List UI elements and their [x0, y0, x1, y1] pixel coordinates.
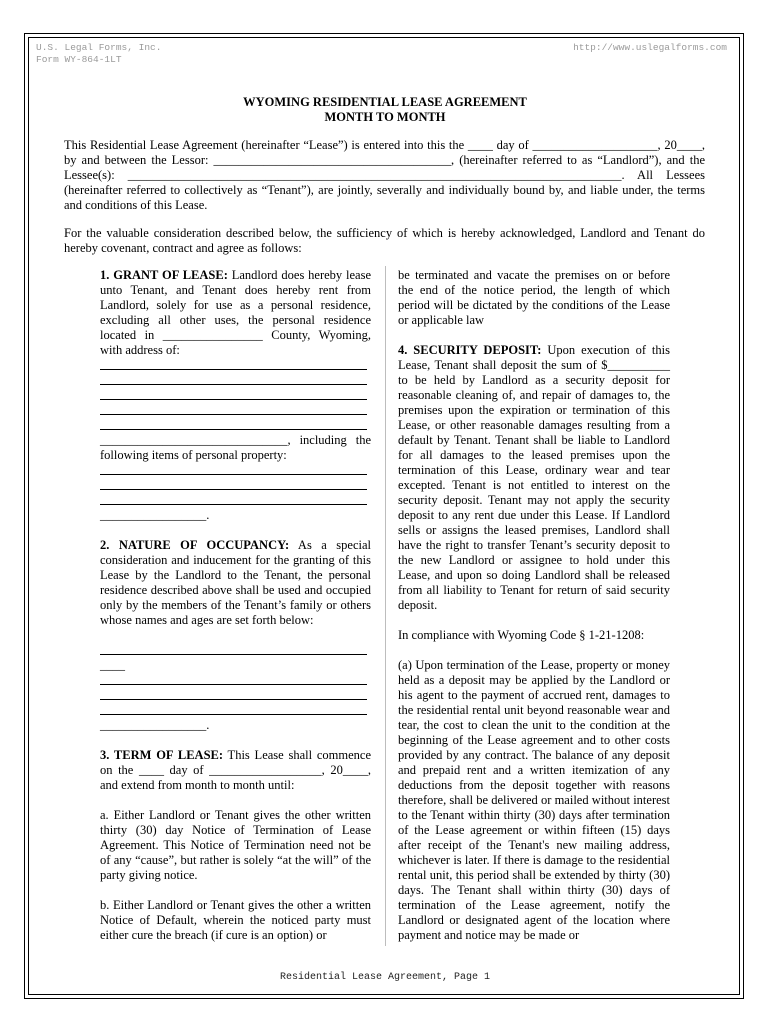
occupant-line[interactable]: [100, 643, 371, 658]
occupant-line[interactable]: [100, 688, 371, 703]
section-1-including: ______________________________, including the following items of personal property:: [100, 433, 371, 462]
section-1-heading: 1. GRANT OF LEASE:: [100, 268, 228, 282]
term-clause-a: a. Either Landlord or Tenant gives the other written thirty (30) day Notice of Termination of Lease Agreement. This Notice of Termination need not be of any “cause”, but rather is solely “at the will” of the party giving notice.: [100, 808, 371, 882]
section-grant-of-lease: [100, 268, 371, 358]
address-line[interactable]: [100, 388, 371, 403]
property-line[interactable]: [100, 478, 371, 493]
occupant-line[interactable]: [100, 703, 371, 718]
column-divider: [385, 266, 386, 946]
section-term-of-lease: [100, 748, 371, 793]
address-line[interactable]: [100, 358, 371, 373]
property-line[interactable]: [100, 463, 371, 478]
section-2-text: As a special consideration and inducement for the granting of this Lease by the Landlord to the Tenant, the personal residence described above shall be used and occupied only by the members of the Tenant’s family or others whose names and ages are set forth below:: [100, 538, 371, 627]
property-line[interactable]: [100, 493, 371, 508]
header-url[interactable]: http://www.uslegalforms.com: [573, 42, 727, 53]
section-2-end: _________________.: [100, 718, 210, 732]
compliance-statement: In compliance with Wyoming Code § 1-21-1208:: [398, 628, 645, 642]
term-clause-b-continued: be terminated and vacate the premises on or before the end of the notice period, the length of which period will be dictated by the conditions of the Lease or applicable law: [398, 268, 670, 327]
address-line[interactable]: [100, 373, 371, 388]
section-2-heading: 2. NATURE OF OCCUPANCY:: [100, 538, 290, 552]
document-title: WYOMING RESIDENTIAL LEASE AGREEMENT: [243, 95, 527, 109]
term-clause-b: b. Either Landlord or Tenant gives the other a written Notice of Default, wherein the noticed party must either cure the breach (if cure is an option) or: [100, 898, 371, 942]
section-4-text: Upon execution of this Lease, Tenant shall deposit the sum of $__________ to be held by Landlord as a security deposit for reasonable cleaning of, and repair of damages to, the premises upon the expiration or termination of this Lease, or other reasonable damages resulting from a default by Tenant. Tenant shall be liable to Landlord for all damages to the leased premises upon the termination of this Lease, ordinary wear and tear excepted. Tenant is not entitled to interest on the security deposit. Tenant may not apply the security deposit to any rent due under this Lease. If Landlord sells or assigns the leased premises, Landlord shall have the right to transfer Tenant’s security deposit to the new Landlord or assignee to hold under this Lease, and upon so doing Landlord shall be released from all liability to Tenant for return of said security deposit.: [398, 343, 670, 612]
code-clause-a: (a) Upon termination of the Lease, property or money held as a deposit may be applied by the Landlord or his agent to the payment of accrued rent, damages to the residential rental unit beyond reasonable wear and tear, the cost to clean the unit to the condition at the beginning of the Lease agreement and to other costs provided by any contract. The balance of any deposit and prepaid rent and a written itemization of any deductions from the deposit together with reasons therefore, shall be delivered or mailed without interest to the Tenant within thirty (30) days after termination of the Lease agreement or within fifteen (15) days after receipt of the Tenant's new mailing address, whichever is later. If there is damage to the residential rental unit, this period shall be extended by thirty (30) days. The Tenant shall within thirty (30) days of termination of the Lease agreement, notify the Landlord or designated agent of the location where payment and notice may be made or: [398, 658, 670, 942]
section-security-deposit: [398, 343, 670, 613]
section-1-text: Landlord does hereby lease unto Tenant, and Tenant does hereby rent from Landlord, solely for use as a personal residence, excluding all other uses, the personal residence located in ________________ County, Wyoming, with address of:: [100, 268, 371, 357]
form-id: Form WY-864-1LT: [36, 54, 122, 65]
page-header-left: [36, 42, 161, 66]
company-name: U.S. Legal Forms, Inc.: [36, 42, 162, 53]
document-subtitle: MONTH TO MONTH: [324, 110, 446, 124]
section-3-heading: 3. TERM OF LEASE:: [100, 748, 224, 762]
section-1-end: _________________.: [100, 508, 210, 522]
left-column: [100, 268, 371, 943]
occupant-line-stub: ____: [100, 658, 125, 672]
intro-paragraph: This Residential Lease Agreement (hereinafter “Lease”) is entered into this the ____ day of ____________________, 20____, by and between the Lessor: ______________________________________, (hereinafter referred to as “Landlord”), and the Lessee(s): _______________________________________________________________________________. All Lessees (hereinafter referred to collectively as “Tenant”), are jointly, severally and individually bound by, and liable under, the terms and conditions of this Lease.: [64, 138, 705, 212]
occupant-line[interactable]: [100, 673, 371, 688]
address-line[interactable]: [100, 418, 371, 433]
right-column: [398, 268, 670, 943]
consideration-paragraph: For the valuable consideration described below, the sufficiency of which is hereby acknowledged, Landlord and Tenant do hereby covenant, contract and agree as follows:: [64, 226, 705, 255]
section-nature-of-occupancy: [100, 538, 371, 628]
address-line[interactable]: [100, 403, 371, 418]
page-footer: Residential Lease Agreement, Page 1: [279, 972, 491, 983]
section-4-heading: 4. SECURITY DEPOSIT:: [398, 343, 542, 357]
section-3-text: This Lease shall commence on the ____ day of __________________, 20____, and extend from month to month until:: [100, 748, 371, 792]
